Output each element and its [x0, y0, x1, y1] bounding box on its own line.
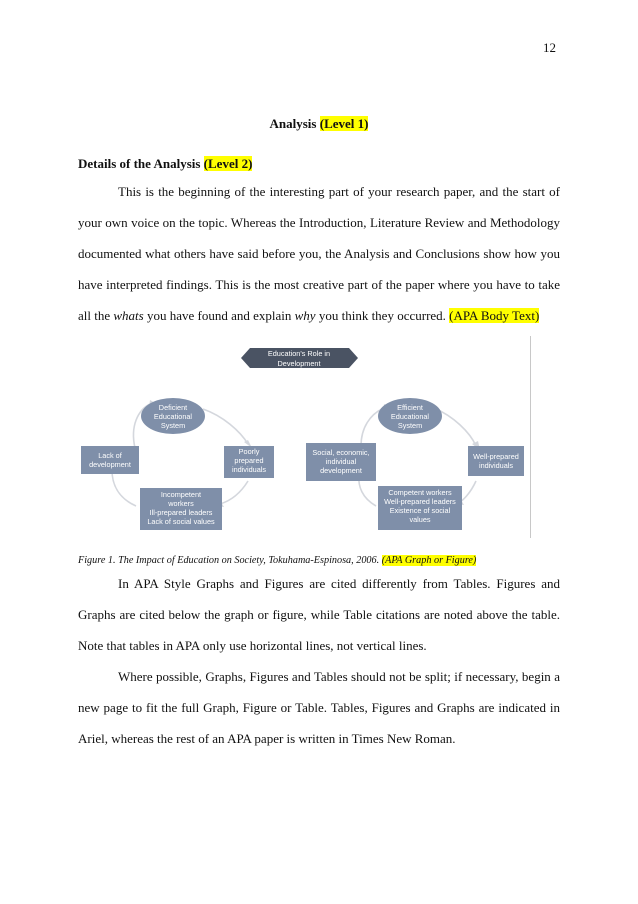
figure-caption — [78, 555, 476, 566]
competent-line-4: values — [409, 515, 431, 524]
page-number: 12 — [543, 40, 556, 55]
diagram-svg — [78, 336, 530, 538]
paragraph-3: Where possible, Graphs, Figures and Tables should not be split; if necessary, begin a new page to fit the full Graph, Figure or Table. Tables, Figures and Graphs are indicated in Ariel, whereas the rest of an APA paper is written in Times New Roman. — [78, 669, 560, 746]
heading-level-1-tag: (Level 1) — [319, 116, 369, 131]
poorly-line-2: prepared — [234, 456, 264, 465]
figure-diagram — [78, 336, 531, 538]
caption-tag: (APA Graph or Figure) — [381, 555, 477, 566]
heading-level-2 — [78, 156, 252, 172]
paragraph-1-text-2: you have found and explain — [143, 308, 295, 323]
paragraph-1 — [78, 176, 560, 331]
lack-of-development-line-2: development — [89, 460, 131, 469]
deficient-line-3: System — [160, 421, 186, 430]
well-prepared-line-2: individuals — [478, 461, 514, 470]
paragraph-1-text-3: you think they occurred. — [315, 308, 446, 323]
emphasis-why: why — [294, 308, 316, 323]
body-text-top — [78, 176, 560, 331]
competent-line-1: Competent workers — [388, 488, 452, 497]
heading-level-2-tag: (Level 2) — [203, 156, 253, 171]
incompetent-line-4: Lack of social values — [147, 517, 215, 526]
poorly-line-1: Poorly — [238, 447, 260, 456]
emphasis-whats: whats — [113, 308, 144, 323]
social-line-2: individual — [325, 457, 357, 466]
body-text-bottom — [78, 568, 560, 754]
paragraph-1-text: This is the beginning of the interesting part of your research paper, and the start of your own voice on the topic. Whereas the Introduction, Literature Review and Methodology documented what others have said before you, the Analysis and Conclusions show how you have interpreted findings. This is the most creative part of the paper where you have to take all the — [78, 184, 560, 323]
efficient-line-1: Efficient — [397, 403, 423, 412]
competent-line-3: Existence of social — [389, 506, 451, 515]
incompetent-line-3: Ill-prepared leaders — [149, 508, 213, 517]
heading-level-1 — [0, 116, 638, 132]
social-line-1: Social, economic, — [312, 448, 370, 457]
lack-of-development-line-1: Lack of — [98, 451, 122, 460]
efficient-line-3: System — [397, 421, 423, 430]
title-line-2: Development — [277, 359, 321, 368]
competent-line-2: Well-prepared leaders — [384, 497, 456, 506]
deficient-line-2: Educational — [153, 412, 193, 421]
well-prepared-line-1: Well-prepared — [473, 452, 519, 461]
incompetent-line-1: Incompetent — [160, 490, 202, 499]
paragraph-2: In APA Style Graphs and Figures are cited differently from Tables. Figures and Graphs are cited below the graph or figure, while Table citations are noted above the table. Note that tables in APA only use horizontal lines, not vertical lines. — [78, 576, 560, 653]
deficient-line-1: Deficient — [158, 403, 188, 412]
apa-body-text-tag: (APA Body Text) — [449, 308, 540, 323]
poorly-line-3: individuals — [231, 465, 267, 474]
social-line-3: development — [320, 466, 362, 475]
incompetent-line-2: workers — [168, 499, 194, 508]
heading-level-2-text: Details of the Analysis — [78, 156, 201, 171]
heading-level-1-text: Analysis — [269, 116, 317, 131]
efficient-line-2: Educational — [390, 412, 430, 421]
title-line-1: Education's Role in — [267, 349, 331, 358]
caption-text: Figure 1. The Impact of Education on Society, Tokuhama-Espinosa, 2006. — [78, 555, 380, 566]
